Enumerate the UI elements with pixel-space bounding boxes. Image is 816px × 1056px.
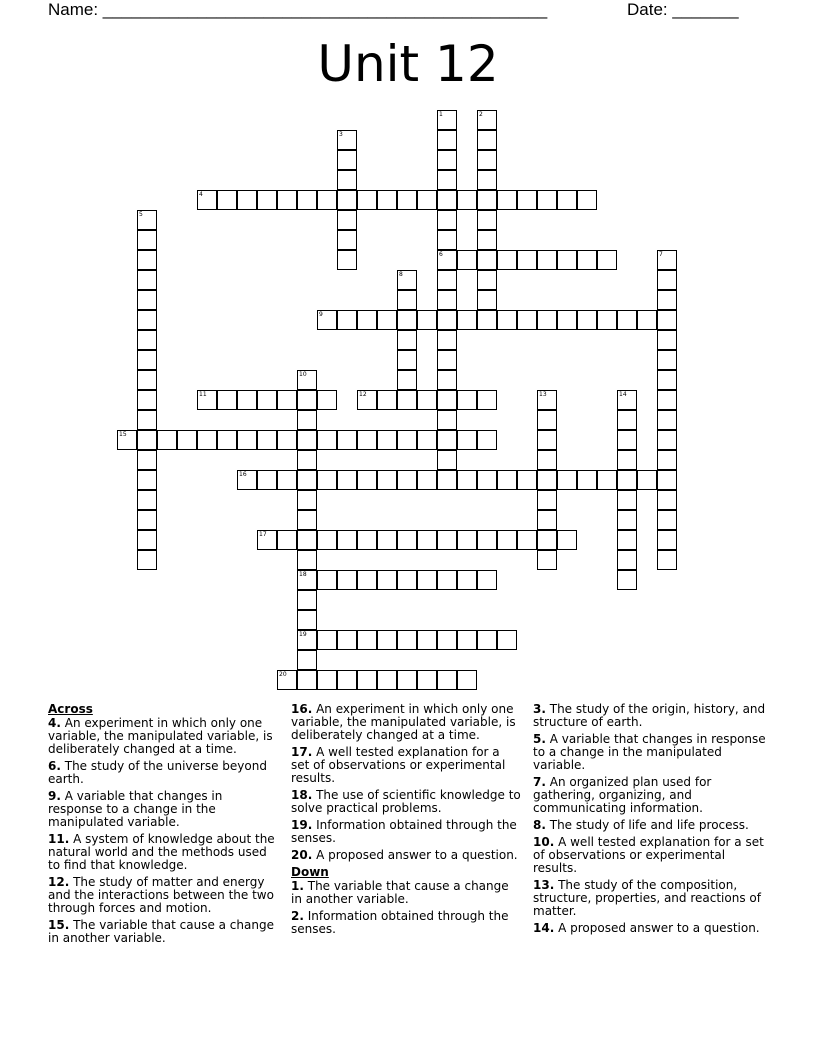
grid-cell[interactable] <box>337 190 357 210</box>
cell-number: 3 <box>339 131 343 138</box>
grid-cell[interactable] <box>137 330 157 350</box>
grid-cell[interactable] <box>397 370 417 390</box>
clue-across-20: 20. A proposed answer to a question. <box>291 848 518 862</box>
grid-cell[interactable] <box>537 450 557 470</box>
grid-cell[interactable] <box>137 350 157 370</box>
grid-cell[interactable] <box>217 430 237 450</box>
grid-cell[interactable] <box>537 310 557 330</box>
clue-across-9: 9. A variable that changes in response to a change in the manipulated variable. <box>48 789 223 829</box>
clue-down-10: 10. A well tested explanation for a set of observations or experimental results. <box>533 835 764 875</box>
clue-down-13: 13. The study of the composition, structure, properties, and reactions of matter. <box>533 878 761 918</box>
grid-cell[interactable] <box>577 310 597 330</box>
grid-cell[interactable] <box>257 390 277 410</box>
grid-cell[interactable] <box>457 310 477 330</box>
grid-cell[interactable] <box>397 470 417 490</box>
grid-cell[interactable] <box>137 210 157 230</box>
grid-cell[interactable] <box>657 310 677 330</box>
grid-cell[interactable] <box>137 450 157 470</box>
cell-number: 10 <box>299 371 307 378</box>
grid-cell[interactable] <box>657 290 677 310</box>
grid-cell[interactable] <box>477 530 497 550</box>
grid-cell[interactable] <box>437 450 457 470</box>
grid-cell[interactable] <box>317 570 337 590</box>
grid-cell[interactable] <box>377 630 397 650</box>
grid-cell[interactable] <box>137 230 157 250</box>
grid-cell[interactable] <box>637 470 657 490</box>
grid-cell[interactable] <box>577 470 597 490</box>
cell-number: 11 <box>199 391 207 398</box>
grid-cell[interactable] <box>477 190 497 210</box>
grid-cell[interactable] <box>397 310 417 330</box>
grid-cell[interactable] <box>637 310 657 330</box>
grid-cell[interactable] <box>317 310 337 330</box>
grid-cell[interactable] <box>477 130 497 150</box>
grid-cell[interactable] <box>517 190 537 210</box>
cell-number: 17 <box>259 531 267 538</box>
grid-cell[interactable] <box>337 630 357 650</box>
grid-cell[interactable] <box>317 470 337 490</box>
grid-cell[interactable] <box>397 190 417 210</box>
clue-down-5: 5. A variable that changes in response to a change in the manipulated variable. <box>533 732 766 772</box>
grid-cell[interactable] <box>237 470 257 490</box>
grid-cell[interactable] <box>437 130 457 150</box>
clue-down-7: 7. An organized plan used for gathering, organizing, and communicating information. <box>533 775 712 815</box>
grid-cell[interactable] <box>457 470 477 490</box>
grid-cell[interactable] <box>437 370 457 390</box>
grid-cell[interactable] <box>417 570 437 590</box>
cell-number: 18 <box>299 571 307 578</box>
grid-cell[interactable] <box>457 190 477 210</box>
grid-cell[interactable] <box>617 550 637 570</box>
grid-cell[interactable] <box>277 670 297 690</box>
down-heading: Down <box>291 865 329 879</box>
grid-cell[interactable] <box>337 170 357 190</box>
grid-cell[interactable] <box>337 430 357 450</box>
grid-cell[interactable] <box>137 430 157 450</box>
grid-cell[interactable] <box>197 430 217 450</box>
grid-cell[interactable] <box>537 490 557 510</box>
grid-cell[interactable] <box>557 190 577 210</box>
grid-cell[interactable] <box>477 150 497 170</box>
grid-cell[interactable] <box>437 670 457 690</box>
grid-cell[interactable] <box>437 230 457 250</box>
grid-cell[interactable] <box>437 530 457 550</box>
grid-cell[interactable] <box>457 390 477 410</box>
clue-down-2: 2. Information obtained through the senses. <box>291 909 509 936</box>
grid-cell[interactable] <box>137 410 157 430</box>
grid-cell[interactable] <box>417 630 437 650</box>
grid-cell[interactable] <box>477 250 497 270</box>
grid-cell[interactable] <box>197 390 217 410</box>
clue-across-11: 11. A system of knowledge about the natural world and the methods used to find that knowledge. <box>48 832 275 872</box>
grid-cell[interactable] <box>357 390 377 410</box>
grid-cell[interactable] <box>377 190 397 210</box>
grid-cell[interactable] <box>437 250 457 270</box>
cell-number: 15 <box>119 431 127 438</box>
grid-cell[interactable] <box>357 470 377 490</box>
grid-cell[interactable] <box>557 470 577 490</box>
grid-cell[interactable] <box>297 550 317 570</box>
clue-down-3: 3. The study of the origin, history, and structure of earth. <box>533 702 766 729</box>
grid-cell[interactable] <box>657 410 677 430</box>
clue-down-1: 1. The variable that cause a change in another variable. <box>291 879 509 906</box>
grid-cell[interactable] <box>357 430 377 450</box>
grid-cell[interactable] <box>297 610 317 630</box>
grid-cell[interactable] <box>617 310 637 330</box>
grid-cell[interactable] <box>357 190 377 210</box>
cell-number: 19 <box>299 631 307 638</box>
grid-cell[interactable] <box>337 310 357 330</box>
grid-cell[interactable] <box>657 550 677 570</box>
grid-cell[interactable] <box>657 270 677 290</box>
grid-cell[interactable] <box>657 510 677 530</box>
grid-cell[interactable] <box>297 670 317 690</box>
grid-cell[interactable] <box>137 490 157 510</box>
grid-cell[interactable] <box>437 210 457 230</box>
grid-cell[interactable] <box>377 670 397 690</box>
grid-cell[interactable] <box>297 590 317 610</box>
clue-down-8: 8. The study of life and life process. <box>533 818 749 832</box>
grid-cell[interactable] <box>657 350 677 370</box>
grid-cell[interactable] <box>537 470 557 490</box>
grid-cell[interactable] <box>317 670 337 690</box>
grid-cell[interactable] <box>137 470 157 490</box>
grid-cell[interactable] <box>357 670 377 690</box>
grid-cell[interactable] <box>377 430 397 450</box>
grid-cell[interactable] <box>257 190 277 210</box>
grid-cell[interactable] <box>377 570 397 590</box>
grid-cell[interactable] <box>137 310 157 330</box>
grid-cell[interactable] <box>417 470 437 490</box>
clue-across-16: 16. An experiment in which only one variable, the manipulated variable, is deliberately changed at a time. <box>291 702 516 742</box>
grid-cell[interactable] <box>617 530 637 550</box>
clue-across-17: 17. A well tested explanation for a set of observations or experimental results. <box>291 745 506 785</box>
grid-cell[interactable] <box>297 530 317 550</box>
grid-cell[interactable] <box>437 190 457 210</box>
grid-cell[interactable] <box>457 250 477 270</box>
grid-cell[interactable] <box>537 190 557 210</box>
grid-cell[interactable] <box>477 210 497 230</box>
grid-cell[interactable] <box>537 430 557 450</box>
grid-cell[interactable] <box>397 530 417 550</box>
grid-cell[interactable] <box>477 390 497 410</box>
cell-number: 14 <box>619 391 627 398</box>
cell-number: 8 <box>399 271 403 278</box>
grid-cell[interactable] <box>337 130 357 150</box>
grid-cell[interactable] <box>437 410 457 430</box>
grid-cell[interactable] <box>137 250 157 270</box>
grid-cell[interactable] <box>657 370 677 390</box>
grid-cell[interactable] <box>617 570 637 590</box>
date-field-line[interactable]: Date: _______ <box>627 0 739 19</box>
grid-cell[interactable] <box>437 390 457 410</box>
grid-cell[interactable] <box>397 390 417 410</box>
grid-cell[interactable] <box>437 330 457 350</box>
grid-cell[interactable] <box>137 510 157 530</box>
grid-cell[interactable] <box>657 330 677 350</box>
clue-across-12: 12. The study of matter and energy and the interactions between the two through forces and motion. <box>48 875 274 915</box>
grid-cell[interactable] <box>537 390 557 410</box>
grid-cell[interactable] <box>617 510 637 530</box>
grid-cell[interactable] <box>137 270 157 290</box>
grid-cell[interactable] <box>657 430 677 450</box>
grid-cell[interactable] <box>337 230 357 250</box>
grid-cell[interactable] <box>317 190 337 210</box>
clues-column-3 <box>533 703 768 939</box>
cell-number: 5 <box>139 211 143 218</box>
grid-cell[interactable] <box>217 190 237 210</box>
grid-cell[interactable] <box>477 570 497 590</box>
grid-cell[interactable] <box>437 290 457 310</box>
grid-cell[interactable] <box>477 170 497 190</box>
grid-cell[interactable] <box>237 390 257 410</box>
grid-cell[interactable] <box>337 210 357 230</box>
clue-down-14: 14. A proposed answer to a question. <box>533 921 760 935</box>
grid-cell[interactable] <box>437 310 457 330</box>
grid-cell[interactable] <box>197 190 217 210</box>
cell-number: 1 <box>439 111 443 118</box>
grid-cell[interactable] <box>317 630 337 650</box>
clue-across-15: 15. The variable that cause a change in another variable. <box>48 918 274 945</box>
grid-cell[interactable] <box>477 310 497 330</box>
grid-cell[interactable] <box>617 450 637 470</box>
grid-cell[interactable] <box>217 390 237 410</box>
grid-cell[interactable] <box>417 310 437 330</box>
clues-column-1 <box>48 703 278 949</box>
grid-cell[interactable] <box>357 630 377 650</box>
grid-cell[interactable] <box>617 470 637 490</box>
grid-cell[interactable] <box>437 430 457 450</box>
grid-cell[interactable] <box>317 530 337 550</box>
grid-cell[interactable] <box>297 470 317 490</box>
grid-cell[interactable] <box>417 390 437 410</box>
grid-cell[interactable] <box>357 570 377 590</box>
grid-cell[interactable] <box>557 530 577 550</box>
grid-cell[interactable] <box>117 430 137 450</box>
grid-cell[interactable] <box>237 430 257 450</box>
grid-cell[interactable] <box>497 630 517 650</box>
grid-cell[interactable] <box>597 310 617 330</box>
clue-across-4: 4. An experiment in which only one variable, the manipulated variable, is deliberately changed at a time. <box>48 716 273 756</box>
grid-cell[interactable] <box>477 110 497 130</box>
grid-cell[interactable] <box>577 190 597 210</box>
grid-cell[interactable] <box>277 390 297 410</box>
grid-cell[interactable] <box>277 430 297 450</box>
grid-cell[interactable] <box>137 550 157 570</box>
grid-cell[interactable] <box>297 490 317 510</box>
grid-cell[interactable] <box>457 670 477 690</box>
grid-cell[interactable] <box>577 250 597 270</box>
grid-cell[interactable] <box>617 490 637 510</box>
grid-cell[interactable] <box>497 530 517 550</box>
grid-cell[interactable] <box>297 450 317 470</box>
grid-cell[interactable] <box>337 670 357 690</box>
grid-cell[interactable] <box>537 410 557 430</box>
grid-cell[interactable] <box>177 430 197 450</box>
grid-cell[interactable] <box>657 390 677 410</box>
grid-cell[interactable] <box>657 450 677 470</box>
grid-cell[interactable] <box>477 470 497 490</box>
grid-cell[interactable] <box>537 530 557 550</box>
grid-cell[interactable] <box>297 370 317 390</box>
clues-column-2 <box>291 703 521 940</box>
grid-cell[interactable] <box>137 390 157 410</box>
grid-cell[interactable] <box>457 570 477 590</box>
grid-cell[interactable] <box>377 390 397 410</box>
grid-cell[interactable] <box>297 390 317 410</box>
grid-cell[interactable] <box>397 270 417 290</box>
grid-cell[interactable] <box>437 170 457 190</box>
grid-cell[interactable] <box>437 570 457 590</box>
grid-cell[interactable] <box>537 510 557 530</box>
grid-cell[interactable] <box>497 190 517 210</box>
grid-cell[interactable] <box>417 190 437 210</box>
grid-cell[interactable] <box>457 430 477 450</box>
grid-cell[interactable] <box>617 410 637 430</box>
grid-cell[interactable] <box>397 290 417 310</box>
grid-cell[interactable] <box>437 470 457 490</box>
grid-cell[interactable] <box>477 430 497 450</box>
grid-cell[interactable] <box>297 190 317 210</box>
cell-number: 20 <box>279 671 287 678</box>
grid-cell[interactable] <box>137 370 157 390</box>
grid-cell[interactable] <box>297 650 317 670</box>
grid-cell[interactable] <box>357 310 377 330</box>
grid-cell[interactable] <box>137 290 157 310</box>
grid-cell[interactable] <box>657 470 677 490</box>
grid-cell[interactable] <box>657 530 677 550</box>
grid-cell[interactable] <box>657 250 677 270</box>
clue-across-18: 18. The use of scientific knowledge to solve practical problems. <box>291 788 521 815</box>
grid-cell[interactable] <box>437 150 457 170</box>
grid-cell[interactable] <box>337 530 357 550</box>
grid-cell[interactable] <box>397 670 417 690</box>
grid-cell[interactable] <box>597 470 617 490</box>
cell-number: 12 <box>359 391 367 398</box>
grid-cell[interactable] <box>457 630 477 650</box>
grid-cell[interactable] <box>297 430 317 450</box>
grid-cell[interactable] <box>237 190 257 210</box>
grid-cell[interactable] <box>497 250 517 270</box>
grid-cell[interactable] <box>497 470 517 490</box>
grid-cell[interactable] <box>477 630 497 650</box>
grid-cell[interactable] <box>277 190 297 210</box>
grid-cell[interactable] <box>297 510 317 530</box>
grid-cell[interactable] <box>157 430 177 450</box>
grid-cell[interactable] <box>377 530 397 550</box>
clue-across-19: 19. Information obtained through the senses. <box>291 818 517 845</box>
grid-cell[interactable] <box>437 110 457 130</box>
grid-cell[interactable] <box>597 250 617 270</box>
grid-cell[interactable] <box>257 470 277 490</box>
cell-number: 13 <box>539 391 547 398</box>
grid-cell[interactable] <box>437 350 457 370</box>
page-title: Unit 12 <box>317 35 499 93</box>
grid-cell[interactable] <box>537 250 557 270</box>
cell-number: 7 <box>659 251 663 258</box>
grid-cell[interactable] <box>517 530 537 550</box>
grid-cell[interactable] <box>317 390 337 410</box>
grid-cell[interactable] <box>377 310 397 330</box>
grid-cell[interactable] <box>397 350 417 370</box>
grid-cell[interactable] <box>337 150 357 170</box>
grid-cell[interactable] <box>297 570 317 590</box>
grid-cell[interactable] <box>337 470 357 490</box>
grid-cell[interactable] <box>377 470 397 490</box>
grid-cell[interactable] <box>477 270 497 290</box>
grid-cell[interactable] <box>437 630 457 650</box>
grid-cell[interactable] <box>137 530 157 550</box>
grid-cell[interactable] <box>397 570 417 590</box>
grid-cell[interactable] <box>417 530 437 550</box>
grid-cell[interactable] <box>517 310 537 330</box>
cell-number: 16 <box>239 471 247 478</box>
grid-cell[interactable] <box>517 470 537 490</box>
grid-cell[interactable] <box>617 390 637 410</box>
grid-cell[interactable] <box>517 250 537 270</box>
grid-cell[interactable] <box>297 410 317 430</box>
grid-cell[interactable] <box>397 430 417 450</box>
clue-across-6: 6. The study of the universe beyond earth. <box>48 759 267 786</box>
grid-cell[interactable] <box>617 430 637 450</box>
grid-cell[interactable] <box>397 630 417 650</box>
grid-cell[interactable] <box>477 290 497 310</box>
grid-cell[interactable] <box>497 310 517 330</box>
grid-cell[interactable] <box>657 490 677 510</box>
cell-number: 6 <box>439 251 443 258</box>
grid-cell[interactable] <box>337 250 357 270</box>
grid-cell[interactable] <box>297 630 317 650</box>
grid-cell[interactable] <box>557 310 577 330</box>
name-field-line[interactable]: Name: _______________________________________________ <box>48 0 548 19</box>
grid-cell[interactable] <box>277 530 297 550</box>
across-heading: Across <box>48 702 93 716</box>
grid-cell[interactable] <box>317 430 337 450</box>
grid-cell[interactable] <box>557 250 577 270</box>
cell-number: 4 <box>199 191 203 198</box>
grid-cell[interactable] <box>257 430 277 450</box>
grid-cell[interactable] <box>477 230 497 250</box>
cell-number: 9 <box>319 311 323 318</box>
grid-cell[interactable] <box>357 530 377 550</box>
grid-cell[interactable] <box>257 530 277 550</box>
grid-cell[interactable] <box>277 470 297 490</box>
grid-cell[interactable] <box>537 550 557 570</box>
grid-cell[interactable] <box>337 570 357 590</box>
grid-cell[interactable] <box>457 530 477 550</box>
grid-cell[interactable] <box>397 330 417 350</box>
grid-cell[interactable] <box>417 670 437 690</box>
cell-number: 2 <box>479 111 483 118</box>
grid-cell[interactable] <box>417 430 437 450</box>
grid-cell[interactable] <box>437 270 457 290</box>
